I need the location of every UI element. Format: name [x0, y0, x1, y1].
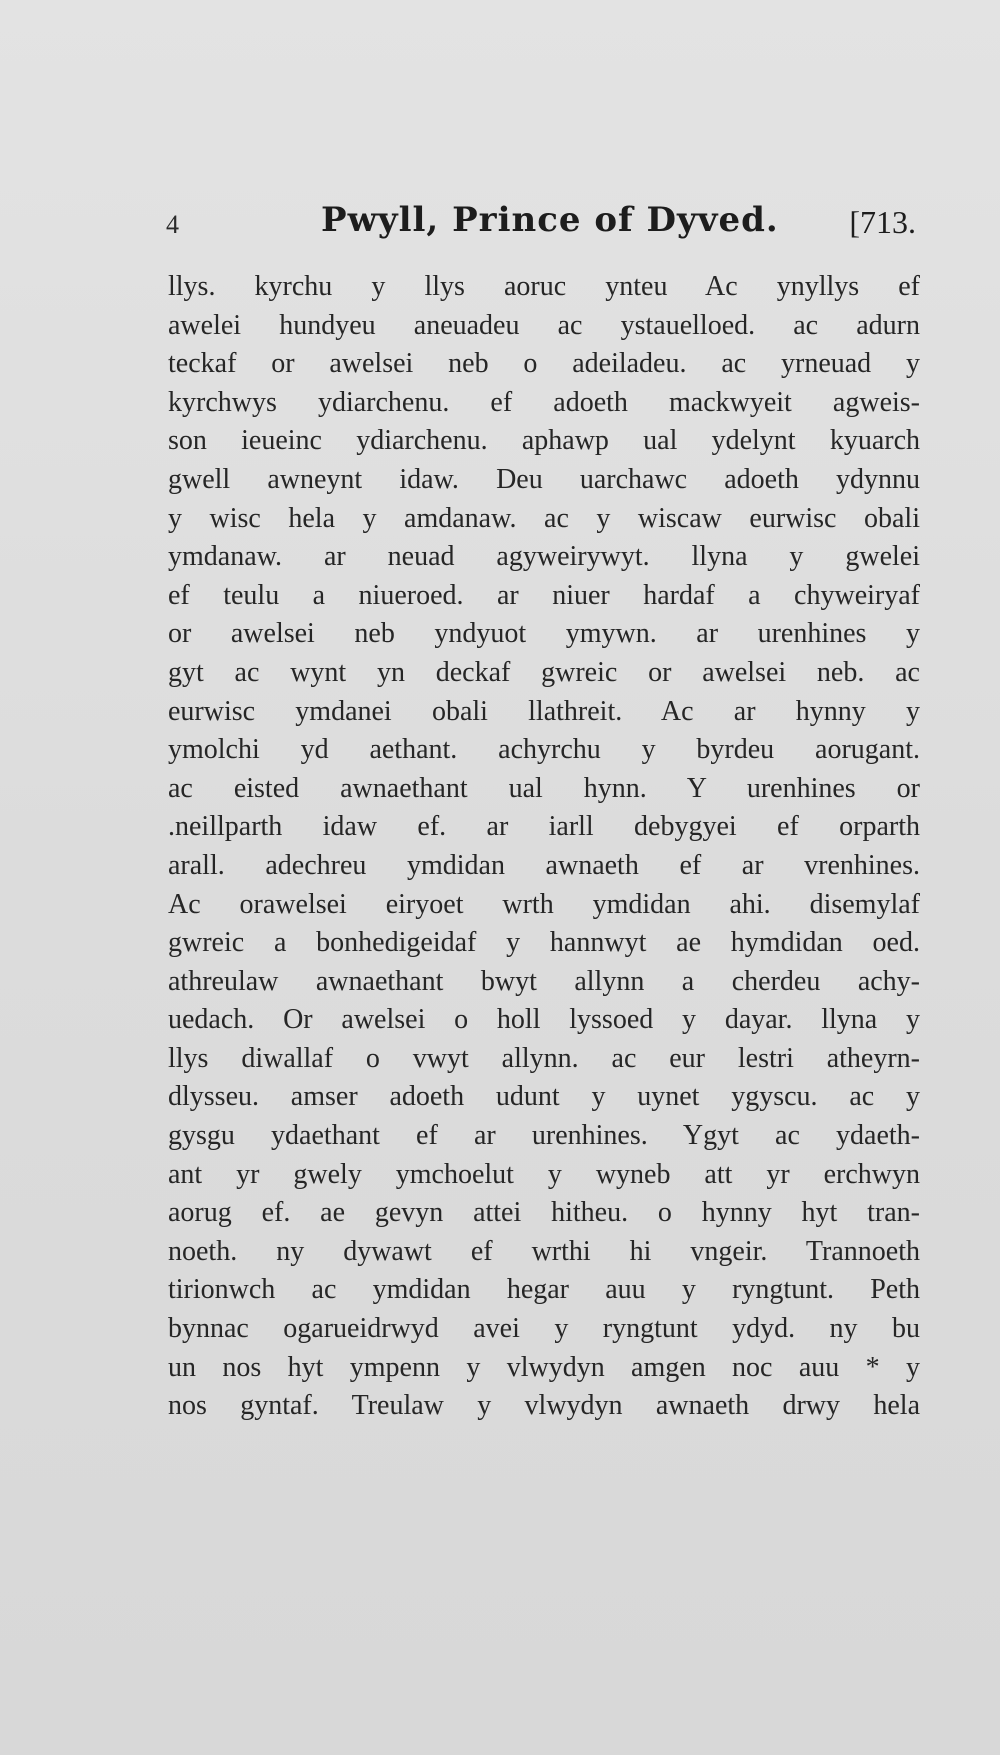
- text-line: kyrchwys ydiarchenu. ef adoeth mackwyeit agweis-: [168, 386, 920, 418]
- text-line: arall. adechreu ymdidan awnaeth ef ar vrenhines.: [168, 849, 920, 881]
- text-line: ac eisted awnaethant ual hynn. Y urenhines or: [168, 772, 920, 804]
- text-line: llys diwallaf o vwyt allynn. ac eur lestri atheyrn-: [168, 1042, 920, 1074]
- running-title: Pwyll, Prince of Dyved.: [321, 200, 779, 240]
- text-line: dlysseu. amser adoeth udunt y uynet ygyscu. ac y: [168, 1081, 920, 1113]
- text-line: ef teulu a niueroed. ar niuer hardaf a chyweiryaf: [168, 579, 920, 611]
- text-line: un nos hyt ympenn y vlwydyn amgen noc auu * y: [168, 1351, 920, 1383]
- text-line: Ac orawelsei eiryoet wrth ymdidan ahi. disemylaf: [168, 888, 920, 920]
- text-line: bynnac ogarueidrwyd avei y ryngtunt ydyd. ny bu: [168, 1313, 920, 1345]
- text-line: teckaf or awelsei neb o adeiladeu. ac yrneuad y: [168, 348, 920, 380]
- page-header: [166, 200, 916, 250]
- body-text: [168, 268, 920, 1426]
- text-line: athreulaw awnaethant bwyt allynn a cherdeu achy-: [168, 965, 920, 997]
- text-line: gwell awneynt idaw. Deu uarchawc adoeth ydynnu: [168, 463, 920, 495]
- text-line: gysgu ydaethant ef ar urenhines. Ygyt ac ydaeth-: [168, 1120, 920, 1152]
- text-line: ymdanaw. ar neuad agyweirywyt. llyna y gwelei: [168, 541, 920, 573]
- text-line: y wisc hela y amdanaw. ac y wiscaw eurwisc obali: [168, 502, 920, 534]
- text-line: gyt ac wynt yn deckaf gwreic or awelsei neb. ac: [168, 656, 920, 688]
- text-line: nos gyntaf. Treulaw y vlwydyn awnaeth drwy hela: [168, 1390, 920, 1422]
- text-line: gwreic a bonhedigeidaf y hannwyt ae hymdidan oed.: [168, 927, 920, 959]
- text-line: ant yr gwely ymchoelut y wyneb att yr erchwyn: [168, 1158, 920, 1190]
- folio-reference: [713.: [849, 204, 916, 240]
- text-line: eurwisc ymdanei obali llathreit. Ac ar hynny y: [168, 695, 920, 727]
- text-line: tirionwch ac ymdidan hegar auu y ryngtunt. Peth: [168, 1274, 920, 1306]
- text-line: awelei hundyeu aneuadeu ac ystauelloed. ac adurn: [168, 309, 920, 341]
- text-line: ymolchi yd aethant. achyrchu y byrdeu aorugant.: [168, 734, 920, 766]
- text-line: uedach. Or awelsei o holl lyssoed y dayar. llyna y: [168, 1004, 920, 1036]
- text-line: .neillparth idaw ef. ar iarll debygyei ef orparth: [168, 811, 920, 843]
- text-line: son ieueinc ydiarchenu. aphawp ual ydelynt kyuarch: [168, 425, 920, 457]
- text-line: noeth. ny dywawt ef wrthi hi vngeir. Trannoeth: [168, 1235, 920, 1267]
- text-line: aorug ef. ae gevyn attei hitheu. o hynny hyt tran-: [168, 1197, 920, 1229]
- page-number: 4: [166, 210, 179, 239]
- text-line: or awelsei neb yndyuot ymywn. ar urenhines y: [168, 618, 920, 650]
- text-line: llys. kyrchu y llys aoruc ynteu Ac ynyllys ef: [168, 271, 920, 302]
